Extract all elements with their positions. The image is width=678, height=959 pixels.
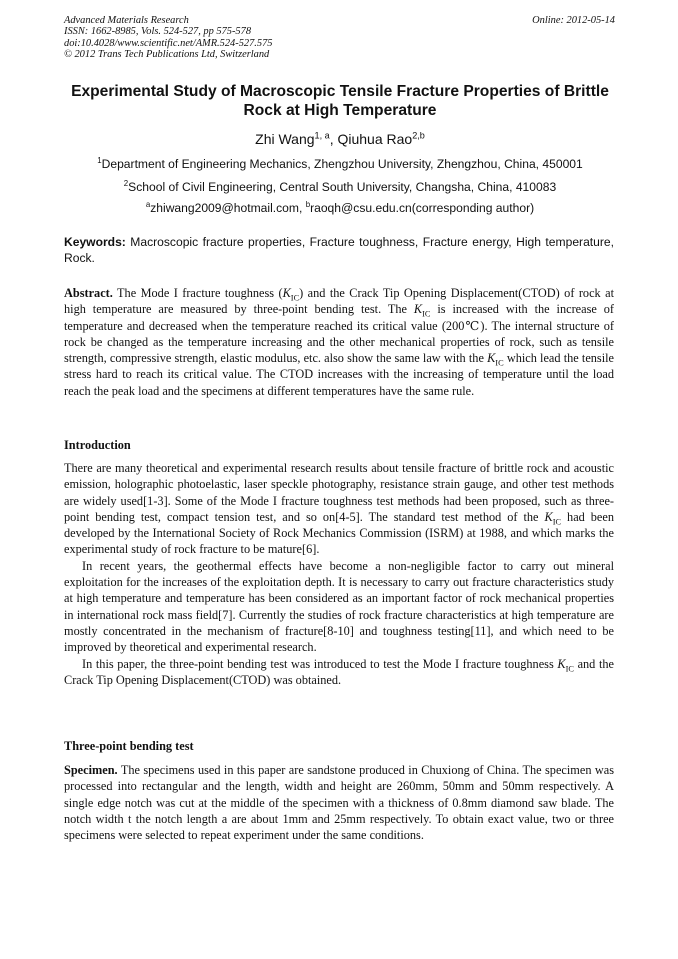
abstract-paragraph: [64, 285, 614, 399]
intro-text: had been developed by the International Society of Rock Mechanics Commission (ISRM) at 1988, and which marks the experimental study of rock fracture to be mature[6].: [64, 509, 614, 557]
email-marker: a: [145, 199, 151, 209]
symbol-k: K: [487, 351, 496, 366]
affiliation-text: Department of Engineering Mechanics, Zhengzhou University, Zhengzhou, China, 450001: [101, 157, 583, 171]
section-heading-three-point-bending: Three-point bending test: [64, 739, 194, 753]
specimen-body: [64, 762, 614, 843]
symbol-k: K: [544, 509, 553, 524]
affiliation-2: [60, 180, 620, 195]
abstract-text: ) and the Crack Tip Opening Displacement(CTOD) of rock at high temperature are measured by three-point bending test. The: [64, 286, 614, 317]
intro-paragraph: In recent years, the geothermal effects have become a non-negligible factor to carry out mineral exploitation for the increases of the exploitation depth. It is necessary to carry out fracture characteristics study at high temperature and temperature has been considered as an important factor of rock mechanical properties in international rock mass field[7]. Currently the studies of rock fracture characteristics at high temperature are mostly concentrated in the mechanism of fracture[8-10] and toughness testing[11], and which need to be improved by theoretical and experimental research.: [64, 558, 614, 655]
intro-paragraph: [64, 656, 614, 689]
intro-text: In this paper, the three-point bending test was introduced to test the Mode I fracture toughness: [82, 656, 558, 671]
author-affiliation-marker: 2,b: [412, 130, 425, 141]
author-separator: ,: [329, 131, 338, 147]
online-date: Online: 2012-05-14: [532, 15, 615, 26]
author-affiliation-marker: 1, a: [314, 130, 330, 141]
email-address[interactable]: zhiwang2009@hotmail.com,: [150, 201, 306, 215]
abstract-text: is increased with the increase of temperature and decreased when the temperature reached its critical value (200℃). The internal structure of rock be changed as the temperature increasing and the other mechanical properties of rock, such as tensile strength, compressive strength, elastic modulus, etc. also show the same law with the: [64, 302, 614, 366]
symbol-subscript: IC: [422, 309, 431, 319]
specimen-text: The specimens used in this paper are sandstone produced in Chuxiong of China. The specimen was processed into rectangular and the length, width and height are 260mm, 50mm and 50mm respectively. A single edge notch was cut at the middle of the specimen with a thickness of 0.8mm diamond saw blade. The notch width t the notch length a are about 1mm and 25mm respectively. To obtain exact value, two or three specimens were selected to repeat experiment under the same conditions.: [64, 763, 614, 843]
abstract-text: The Mode I fracture toughness (: [112, 286, 283, 300]
intro-text: and the Crack Tip Opening Displacement(CTOD) was obtained.: [64, 656, 614, 687]
journal-name: Advanced Materials Research: [64, 15, 189, 26]
issn-line: ISSN: 1662-8985, Vols. 524-527, pp 575-578: [64, 26, 252, 38]
abstract-label: Abstract.: [64, 286, 113, 300]
keywords-block: [64, 234, 614, 266]
affiliation-marker: 2: [123, 178, 129, 188]
email-address[interactable]: raoqh@csu.edu.cn(corresponding author): [310, 201, 535, 215]
affiliation-1: [60, 157, 620, 172]
intro-text: There are many theoretical and experimental research results about tensile fracture of brittle rock and acoustic emission, holographic photoelastic, laser speckle photography, resistance strain gauge, and other test methods are widely used[1-3]. Some of the Mode I fracture toughness test methods had been proposed, such as three-point bending test, compact tension test, and so on[4-5]. The standard test method of the: [64, 461, 614, 524]
author-name: Zhi Wang: [255, 131, 315, 147]
symbol-subscript: IC: [552, 517, 562, 527]
doi-line: doi:10.4028/www.scientific.net/AMR.524-527.575: [64, 37, 273, 49]
symbol-k: K: [282, 286, 291, 300]
symbol-subscript: IC: [290, 293, 300, 303]
specimen-paragraph: [64, 762, 614, 843]
journal-header: [64, 15, 615, 61]
section-heading-introduction: Introduction: [64, 438, 131, 452]
email-line: [60, 201, 620, 216]
author-name: Qiuhua Rao: [337, 131, 413, 147]
intro-paragraph: [64, 460, 614, 558]
symbol-k: K: [413, 302, 423, 317]
abstract-text: which lead the tensile stress hard to reach its critical value. The CTOD increases with the increasing of temperature until the load reach the peak load and the specimens at different temperatures have the same rule.: [64, 351, 614, 398]
affiliation-marker: 1: [97, 155, 102, 165]
paper-title: Experimental Study of Macroscopic Tensile Fracture Properties of Brittle Rock at High Temperature: [71, 83, 609, 119]
keywords-label: Keywords:: [64, 235, 126, 249]
specimen-label: Specimen.: [64, 763, 118, 777]
symbol-k: K: [557, 656, 566, 671]
keywords-text: Macroscopic fracture properties, Fracture toughness, Fracture energy, High temperature, Rock.: [64, 235, 614, 265]
affiliation-text: School of Civil Engineering, Central South University, Changsha, China, 410083: [128, 180, 557, 194]
email-marker: b: [305, 199, 311, 209]
symbol-subscript: IC: [565, 664, 574, 674]
symbol-subscript: IC: [495, 358, 504, 368]
author-line: [60, 131, 620, 148]
copyright-line: © 2012 Trans Tech Publications Ltd, Switzerland: [64, 49, 270, 61]
abstract-block: [64, 285, 614, 399]
introduction-body: [64, 460, 614, 688]
